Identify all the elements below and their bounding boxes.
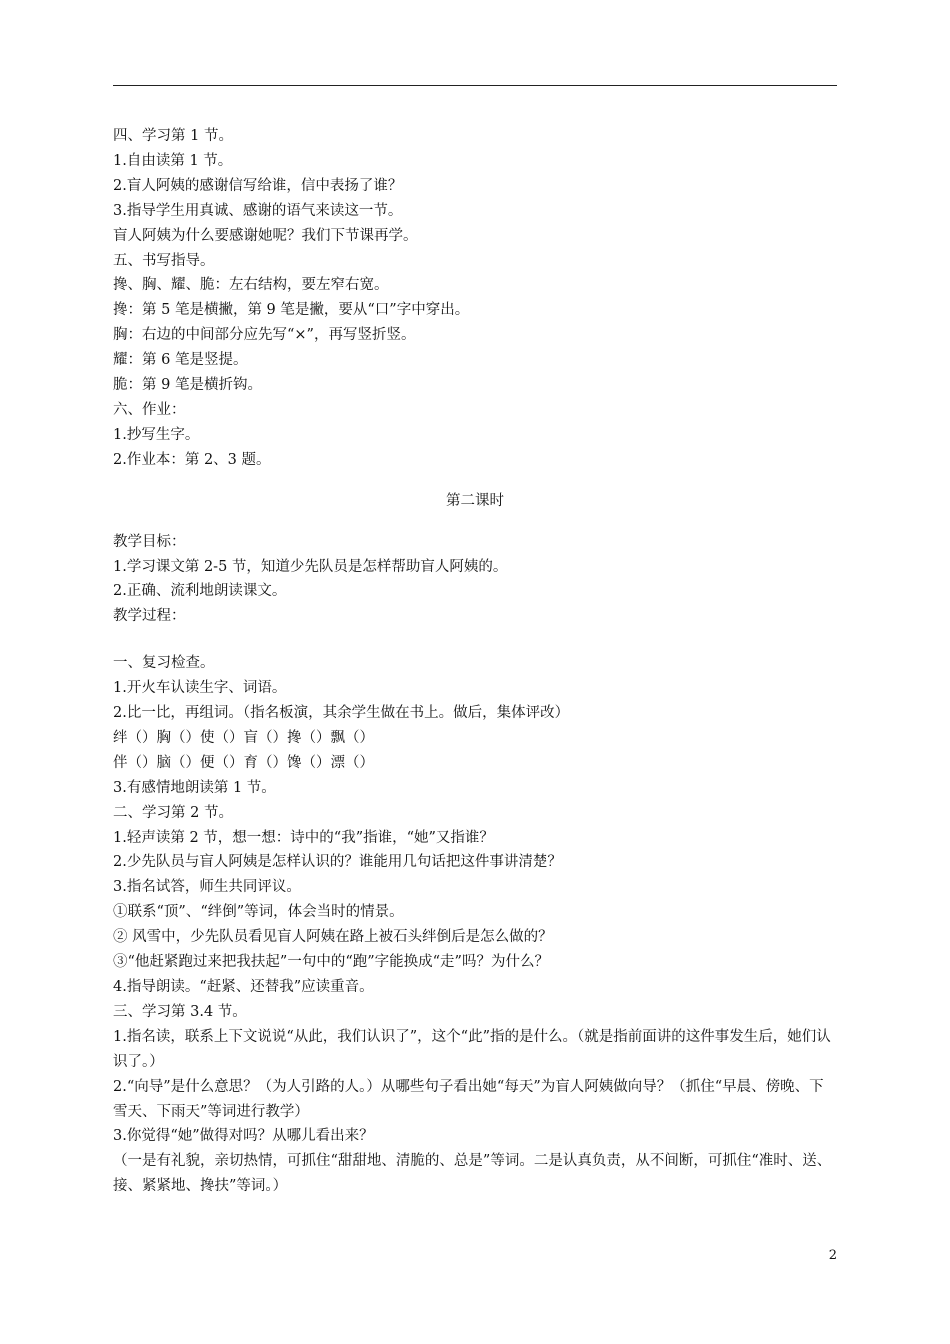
text-line: 3.指名试答，师生共同评议。 xyxy=(113,879,301,896)
heading-section-2: 二、学习第 2 节。 xyxy=(113,804,233,821)
text-line: 1.自由读第 1 节。 xyxy=(113,152,233,169)
heading-review: 一、复习检查。 xyxy=(113,655,215,672)
heading-section-6: 六、作业： xyxy=(113,401,186,418)
text-line: 1.轻声读第 2 节，想一想：诗中的“我”指谁，“她”又指谁？ xyxy=(113,829,494,846)
heading-teaching-process: 教学过程： xyxy=(113,608,186,625)
text-line: 搀：第 5 笔是横撇，第 9 笔是撇，要从“口”字中穿出。 xyxy=(113,302,470,319)
text-line: 胸：右边的中间部分应先写“×”，再写竖折竖。 xyxy=(113,327,416,344)
character-compare-row: 伴（）脑（）便（）育（）馋（）漂（） xyxy=(113,754,374,771)
text-line: 1.学习课文第 2-5 节，知道少先队员是怎样帮助盲人阿姨的。 xyxy=(113,558,508,575)
page-number: 2 xyxy=(828,1248,837,1263)
paragraph: 1.指名读，联系上下文说说“从此，我们认识了”，这个“此”指的是什么。（就是指前面讲的这件事发生后，她们认识了。） xyxy=(113,1028,831,1070)
text-line: 1.抄写生字。 xyxy=(113,426,200,443)
document-body xyxy=(113,124,837,1199)
text-line: ①联系“顶”、“绊倒”等词，体会当时的情景。 xyxy=(113,904,404,921)
text-line: 3.指导学生用真诚、感谢的语气来读这一节。 xyxy=(113,202,403,219)
heading-section-5: 五、书写指导。 xyxy=(113,252,215,269)
paragraph: 2.“向导”是什么意思？（为人引路的人。）从哪些句子看出她“每天”为盲人阿姨做向导？（抓住“早晨、傍晚、下雪天、下雨天”等词进行教学） xyxy=(113,1078,824,1120)
character-compare-row: 绊（）胸（）使（）盲（）搀（）飘（） xyxy=(113,729,374,746)
header-rule xyxy=(113,85,837,86)
text-line: 1.开火车认读生字、词语。 xyxy=(113,680,287,697)
text-line: 2.少先队员与盲人阿姨是怎样认识的？谁能用几句话把这件事讲清楚？ xyxy=(113,854,562,871)
text-line: 耀：第 6 笔是竖提。 xyxy=(113,352,248,369)
text-line: 3.有感情地朗读第 1 节。 xyxy=(113,779,276,796)
text-line: 3.你觉得“她”做得对吗？从哪儿看出来？ xyxy=(113,1128,374,1145)
text-line: 2.正确、流利地朗读课文。 xyxy=(113,583,287,600)
text-line: 2.比一比，再组词。（指名板演，其余学生做在书上。做后，集体评改） xyxy=(113,705,570,722)
text-line: 搀、胸、耀、脆：左右结构，要左窄右宽。 xyxy=(113,277,389,294)
text-line: 4.指导朗读。“赶紧、还替我”应读重音。 xyxy=(113,979,374,995)
text-line: 盲人阿姨为什么要感谢她呢？我们下节课再学。 xyxy=(113,227,418,244)
text-line: ② 风雪中，少先队员看见盲人阿姨在路上被石头绊倒后是怎么做的？ xyxy=(113,929,553,946)
heading-section-4: 四、学习第 1 节。 xyxy=(113,128,233,144)
text-line: 2.盲人阿姨的感谢信写给谁，信中表扬了谁？ xyxy=(113,177,403,194)
heading-teaching-goals: 教学目标： xyxy=(113,533,186,550)
heading-section-3-4: 三、学习第 3.4 节。 xyxy=(113,1003,247,1020)
text-line: 2.作业本：第 2、3 题。 xyxy=(113,451,271,468)
text-line: 脆：第 9 笔是横折钩。 xyxy=(113,377,262,394)
text-line: ③“他赶紧跑过来把我扶起”一句中的“跑”字能换成“走”吗？为什么？ xyxy=(113,954,549,971)
lesson-2-title: 第二课时 xyxy=(446,492,504,509)
paragraph: （一是有礼貌，亲切热情，可抓住“甜甜地、清脆的、总是”等词。二是认真负责，从不间断，可抓住“准时、送、接、紧紧地、搀扶”等词。） xyxy=(113,1153,832,1195)
